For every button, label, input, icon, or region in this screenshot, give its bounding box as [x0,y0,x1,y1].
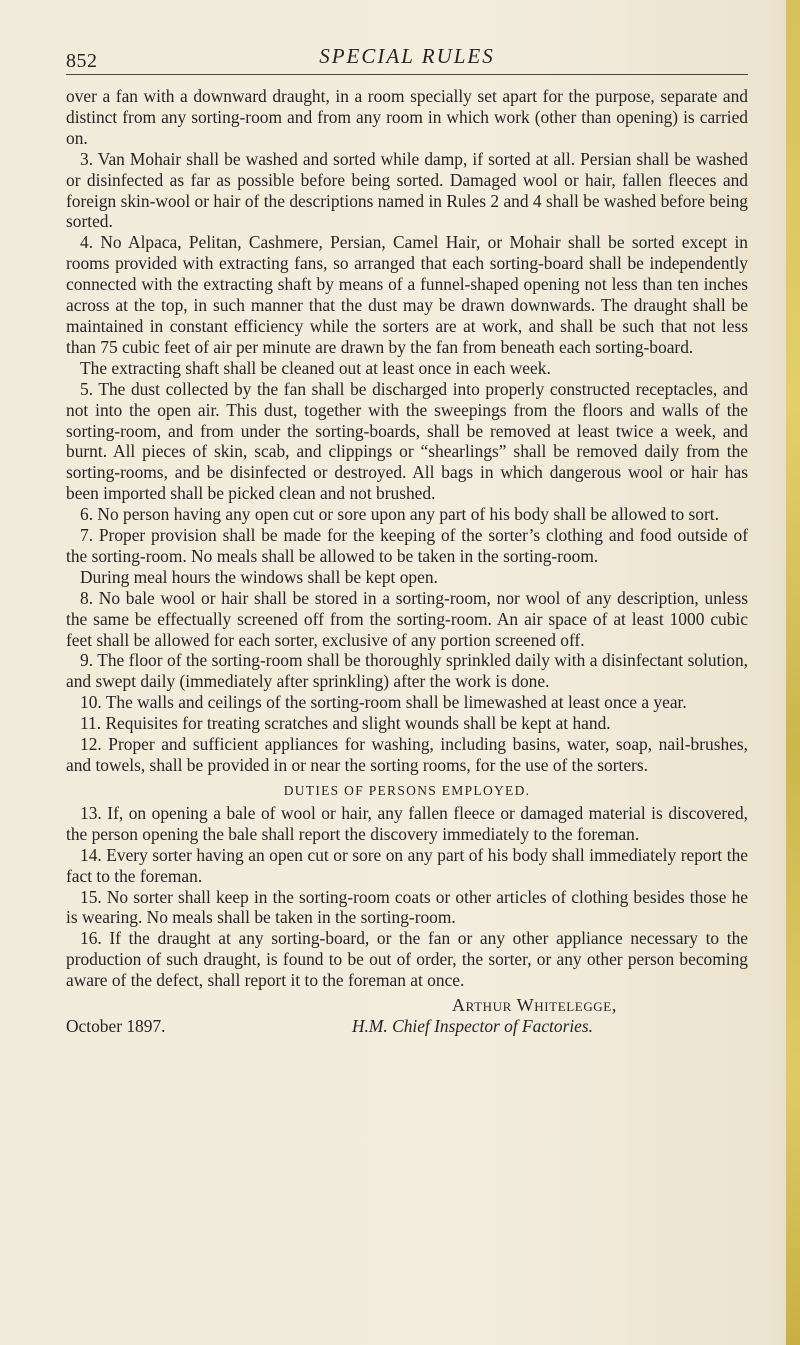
paragraph-rule-8: 8. No bale wool or hair shall be stored in a sorting-room, nor wool of any description, unless the same be effectually screened off from the sorting-room. An air space of at least 1000 cubic feet shall be allowed for each sorter, exclusive of any portion screened off. [66,587,748,650]
signature-date: October 1897. [66,1016,166,1037]
header-rule [66,74,748,75]
page-header [66,44,748,76]
paragraph-rule-13: 13. If, on opening a bale of wool or hair, any fallen fleece or damaged material is discovered, the person opening the bale shall report the discovery immediately to the foreman. [66,802,748,844]
signature-block [66,995,748,1041]
paragraph-rule-7: 7. Proper provision shall be made for the keeping of the sorter’s clothing and food outside of the sorting-room. No meals shall be allowed to be taken in the sorting-room. [66,525,748,566]
page-body [66,86,748,1041]
running-title: SPECIAL RULES [319,44,495,68]
signatory-name: Arthur Whitelegge, [452,995,617,1016]
paragraph-rule-14: 14. Every sorter having an open cut or sore on any part of his body shall immediately report the fact to the foreman. [66,844,748,886]
section-heading: DUTIES OF PERSONS EMPLOYED. [283,782,531,798]
paragraph: over a fan with a downward draught, in a room specially set apart for the purpose, separate and distinct from any sorting-room and from any room in which work (other than opening) is carried on. [66,86,748,148]
paragraph-rule-9: 9. The floor of the sorting-room shall be thoroughly sprinkled daily with a disinfectant solution, and swept daily (immediately after sprinkling) after the work is done. [66,650,748,692]
paragraph-rule-5: 5. The dust collected by the fan shall be discharged into properly constructed receptacles, and not into the open air. This dust, together with the sweepings from the floors and walls of the sorting-room, and from under the sorting-boards, shall be removed at least twice a week, and burnt. All pieces of skin, scab, and clippings or “shearlings” shall be removed daily from the sorting-rooms, and be disinfected or destroyed. All bags in which dangerous wool or hair has been imported shall be picked clean and not brushed. [66,378,748,504]
paragraph: During meal hours the windows shall be kept open. [80,566,438,587]
page-edge [786,0,800,1345]
page-number: 852 [66,50,98,72]
paragraph-rule-15: 15. No sorter shall keep in the sorting-room coats or other articles of clothing besides those he is wearing. No meals shall be taken in the sorting-room. [66,886,748,928]
paragraph-rule-6: 6. No person having any open cut or sore upon any part of his body shall be allowed to sort. [80,504,719,525]
paragraph-rule-3: 3. Van Mohair shall be washed and sorted while damp, if sorted at all. Persian shall be washed or disinfected as far as possible before being sorted. Damaged wool or hair, fallen fleeces and foreign skin-wool or hair of the descriptions named in Rules 2 and 4 shall be washed before being sorted. [66,148,748,232]
signatory-title: H.M. Chief Inspector of Factories. [352,1016,594,1037]
paragraph-rule-10: 10. The walls and ceilings of the sorting-room shall be limewashed at least once a year. [80,692,687,713]
paragraph-rule-4: 4. No Alpaca, Pelitan, Cashmere, Persian, Camel Hair, or Mohair shall be sorted except in rooms provided with extracting fans, so arranged that each sorting-board shall be independently connected with the extracting shaft by means of a funnel-shaped opening not less than ten inches across at the top, in such manner that the dust may be drawn downwards. The draught shall be maintained in constant efficiency while the sorters are at work, and shall be such that not less than 75 cubic feet of air per minute are drawn by the fan from beneath each sorting-board. [66,232,748,357]
paragraph-rule-16: 16. If the draught at any sorting-board, or the fan or any other appliance necessary to the production of such draught, is found to be out of order, the sorter, or any other person becoming aware of the defect, shall report it to the foreman at once. [66,928,748,991]
paragraph-rule-12: 12. Proper and sufficient appliances for washing, including basins, water, soap, nail-brushes, and towels, shall be provided in or near the sorting rooms, for the use of the sorters. [66,734,748,775]
paragraph-rule-11: 11. Requisites for treating scratches and slight wounds shall be kept at hand. [80,713,611,734]
paragraph: The extracting shaft shall be cleaned out at least once in each week. [80,357,551,378]
